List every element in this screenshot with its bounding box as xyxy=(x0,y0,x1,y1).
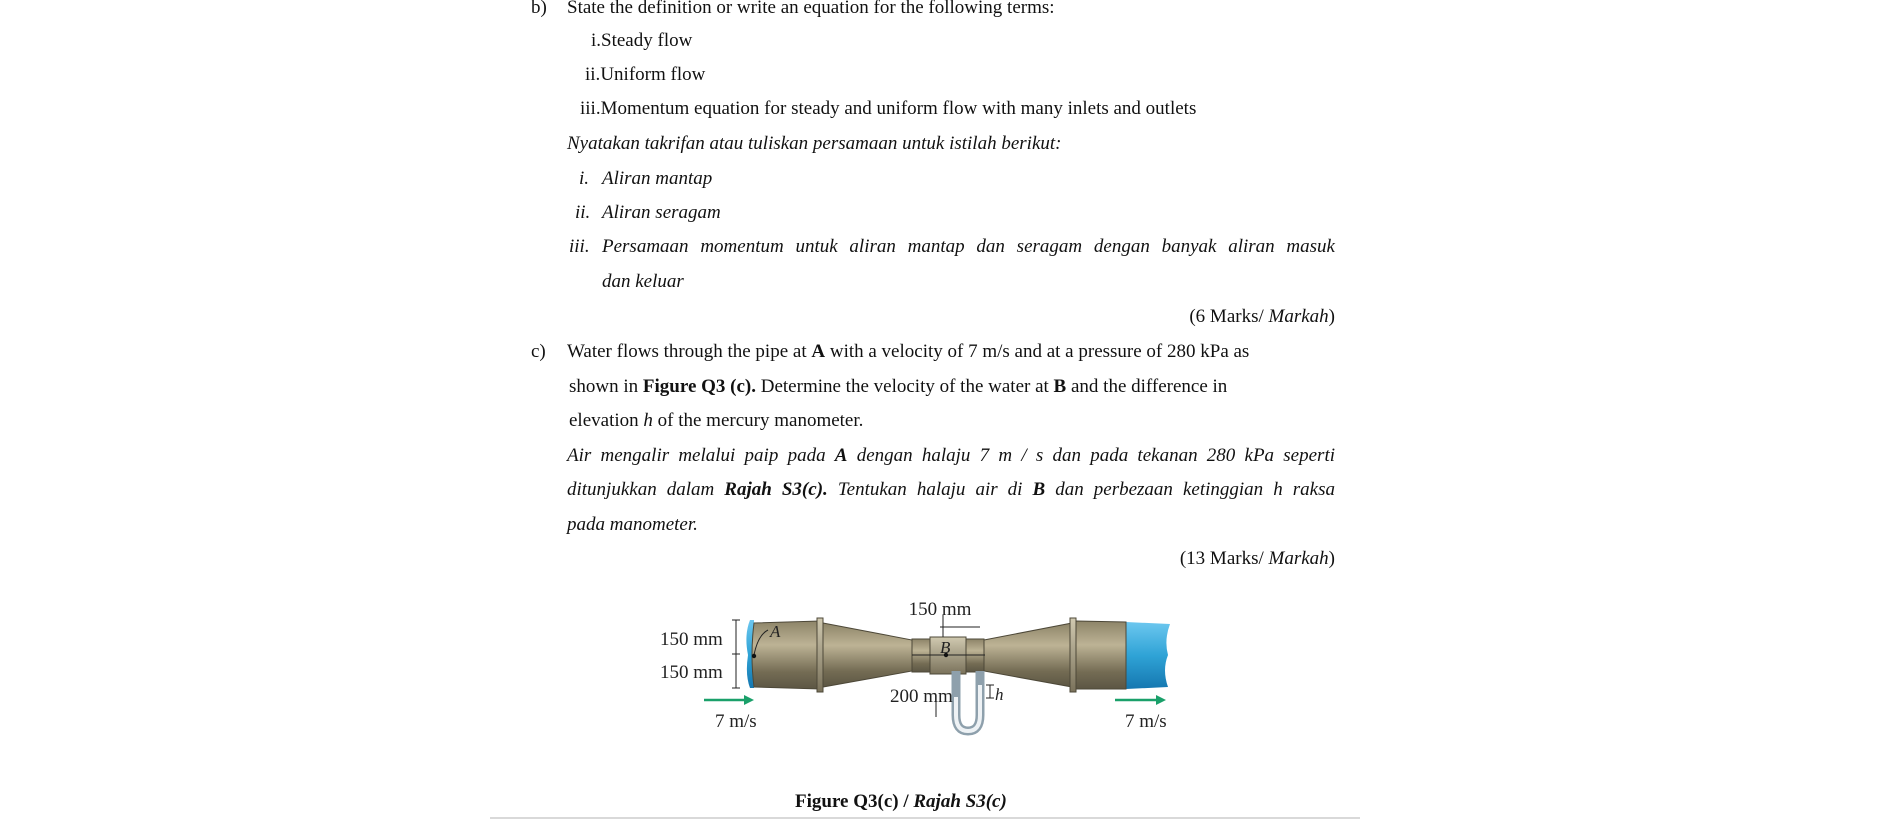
item-number: iii. xyxy=(580,98,601,119)
list-item: i. xyxy=(579,168,590,189)
item-number: ii. xyxy=(585,64,601,85)
page-bottom-rule xyxy=(490,817,1360,819)
list-item xyxy=(580,97,1196,121)
part-c-text-line-2: shown in Figure Q3 (c). Determine the velocity of the water at B and the difference in xyxy=(569,376,1228,397)
pipe-converging-section xyxy=(823,623,912,687)
point-a xyxy=(752,654,756,658)
item-number: i. xyxy=(591,30,602,51)
list-item: iii. xyxy=(569,236,590,257)
velocity-arrowhead-left xyxy=(744,695,754,705)
item-text: Momentum equation for steady and uniform flow with many inlets and outlets xyxy=(600,98,1197,119)
list-item: Aliran mantap xyxy=(602,168,713,189)
label-h: h xyxy=(995,685,1004,704)
pipe-left-section xyxy=(752,621,820,689)
list-item: Aliran seragam xyxy=(602,202,721,223)
part-c-malay-line-3: pada manometer. xyxy=(567,514,698,535)
list-item: ii. xyxy=(575,202,591,223)
item-text: Uniform flow xyxy=(600,64,706,85)
part-c-marks: (13 Marks/ Markah) xyxy=(1179,548,1335,569)
dim-label-left-lower: 150 mm xyxy=(660,662,723,683)
part-c-text-line-3: elevation h of the mercury manometer. xyxy=(569,410,864,431)
list-item: Persamaan momentum untuk aliran mantap dan seragam dengan banyak aliran masuk xyxy=(602,236,1335,257)
item-text: Steady flow xyxy=(601,30,693,51)
part-b-intro-malay: Nyatakan takrifan atau tuliskan persamaan untuk istilah berikut: xyxy=(567,133,1062,154)
label-b: B xyxy=(940,638,951,657)
part-b-label: b) xyxy=(531,0,547,18)
list-item-continuation: dan keluar xyxy=(602,271,684,292)
velocity-label-left: 7 m/s xyxy=(715,711,757,732)
pipe-diverging-section xyxy=(984,623,1072,687)
manometer-tube xyxy=(956,671,980,731)
velocity-label-right: 7 m/s xyxy=(1125,711,1167,732)
dim-label-top: 150 mm xyxy=(908,599,972,620)
part-c-label: c) xyxy=(531,341,546,362)
list-item xyxy=(591,29,692,53)
part-c-malay-line-1: Air mengalir melalui paip pada A dengan halaju 7 m / s dan pada tekanan 280 kPa seperti xyxy=(567,445,1336,466)
dim-label-left-upper: 150 mm xyxy=(660,629,723,650)
list-item xyxy=(585,63,705,87)
part-b-intro: State the definition or write an equation for the following terms: xyxy=(567,0,1055,18)
pipe-flange-left xyxy=(817,618,823,692)
pipe-right-section xyxy=(1076,621,1126,689)
part-c-text-line-1: Water flows through the pipe at A with a velocity of 7 m/s and at a pressure of 280 kPa as xyxy=(567,341,1250,362)
part-c-malay-line-2: ditunjukkan dalam Rajah S3(c). Tentukan halaju air di B dan perbezaan ketinggian h raksa xyxy=(567,479,1335,500)
part-b-marks: (6 Marks/ Markah) xyxy=(1189,306,1335,327)
dim-label-bottom: 200 mm xyxy=(890,686,953,707)
figure-caption: Figure Q3(c) / Rajah S3(c) xyxy=(795,791,1007,812)
water-right xyxy=(1126,622,1170,689)
velocity-arrowhead-right xyxy=(1156,695,1166,705)
pipe-flange-right xyxy=(1070,618,1076,692)
label-a: A xyxy=(770,622,781,641)
pipe-manometer-figure xyxy=(650,585,1180,745)
